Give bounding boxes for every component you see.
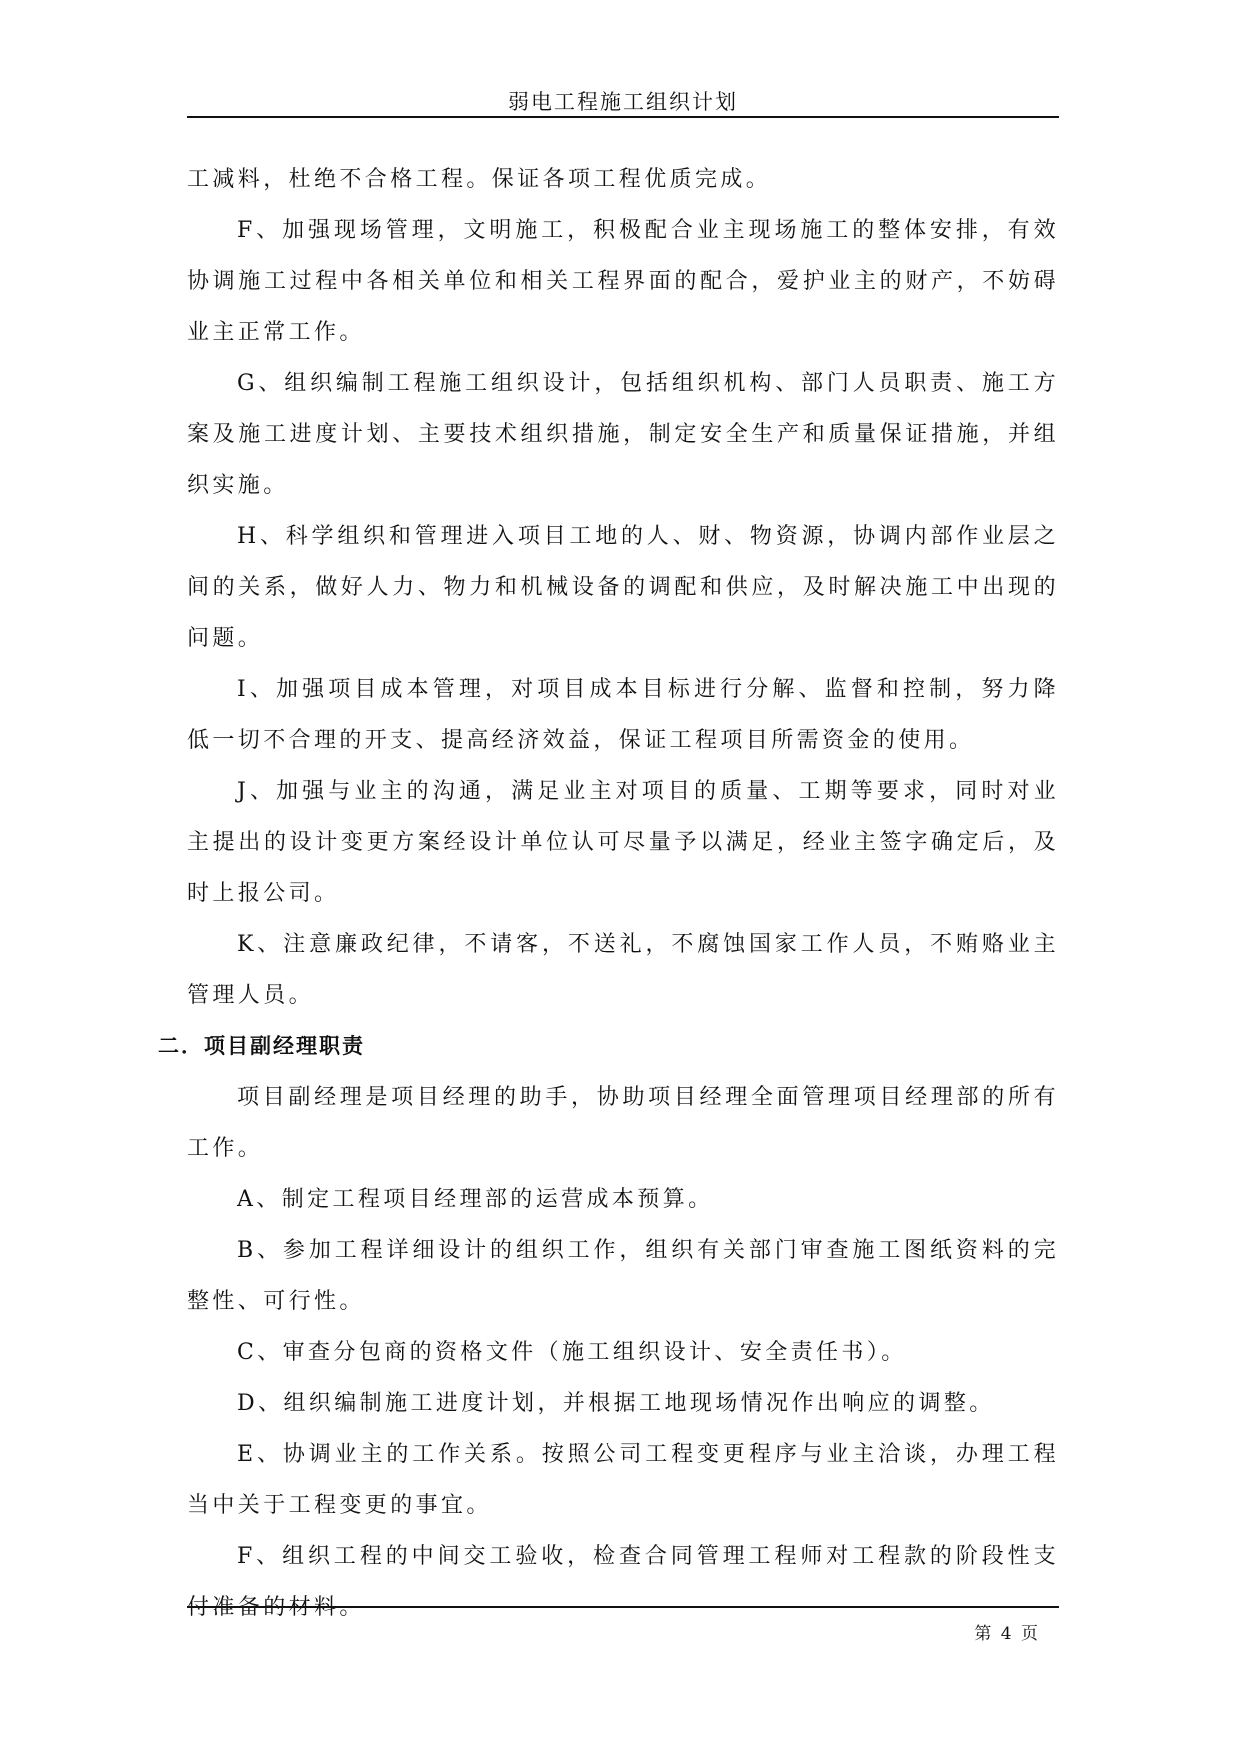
page-header-title: 弱电工程施工组织计划 — [508, 90, 738, 114]
paragraph-item-f: F、加强现场管理，文明施工，积极配合业主现场施工的整体安排，有效协调施工过程中各相关单位和相关工程界面的配合，爱护业主的财产，不妨碍业主正常工作。 — [187, 218, 1059, 345]
paragraph-item-j: J、加强与业主的沟通，满足业主对项目的质量、工期等要求，同时对业主提出的设计变更方案经设计单位认可尽量予以满足，经业主签字确定后，及时上报公司。 — [187, 779, 1059, 906]
paragraph-continuation: 工减料，杜绝不合格工程。保证各项工程优质完成。 — [187, 167, 772, 192]
paragraph-item-f2: F、组织工程的中间交工验收，检查合同管理工程师对工程款的阶段性支付准备的材料。 — [187, 1544, 1059, 1620]
paragraph-item-b: B、参加工程详细设计的组织工作，组织有关部门审查施工图纸资料的完整性、可行性。 — [187, 1238, 1059, 1314]
paragraph-item-d: D、组织编制施工进度计划，并根据工地现场情况作出响应的调整。 — [237, 1391, 995, 1416]
paragraph-item-e: E、协调业主的工作关系。按照公司工程变更程序与业主洽谈，办理工程当中关于工程变更的事宜。 — [187, 1442, 1059, 1518]
paragraph-item-k: K、注意廉政纪律，不请客，不送礼，不腐蚀国家工作人员，不贿赂业主管理人员。 — [187, 932, 1059, 1008]
section-heading: 二．项目副经理职责 — [158, 1034, 365, 1058]
header-rule — [187, 116, 1059, 118]
paragraph-item-a: A、制定工程项目经理部的运营成本预算。 — [237, 1187, 714, 1212]
footer-rule — [187, 1606, 1059, 1608]
document-body — [158, 154, 1059, 1633]
paragraph-item-g: G、组织编制工程施工组织设计，包括组织机构、部门人员职责、施工方案及施工进度计划、主要技术组织措施，制定安全生产和质量保证措施，并组织实施。 — [187, 371, 1059, 498]
paragraph-item-h: H、科学组织和管理进入项目工地的人、财、物资源，协调内部作业层之间的关系，做好人力、物力和机械设备的调配和供应，及时解决施工中出现的问题。 — [187, 524, 1059, 651]
paragraph-intro: 项目副经理是项目经理的助手，协助项目经理全面管理项目经理部的所有工作。 — [187, 1085, 1059, 1161]
paragraph-item-i: I、加强项目成本管理，对项目成本目标进行分解、监督和控制，努力降低一切不合理的开支、提高经济效益，保证工程项目所需资金的使用。 — [187, 677, 1059, 753]
paragraph-item-c: C、审查分包商的资格文件（施工组织设计、安全责任书）。 — [237, 1340, 907, 1365]
page-number: 第 4 页 — [974, 1624, 1040, 1644]
